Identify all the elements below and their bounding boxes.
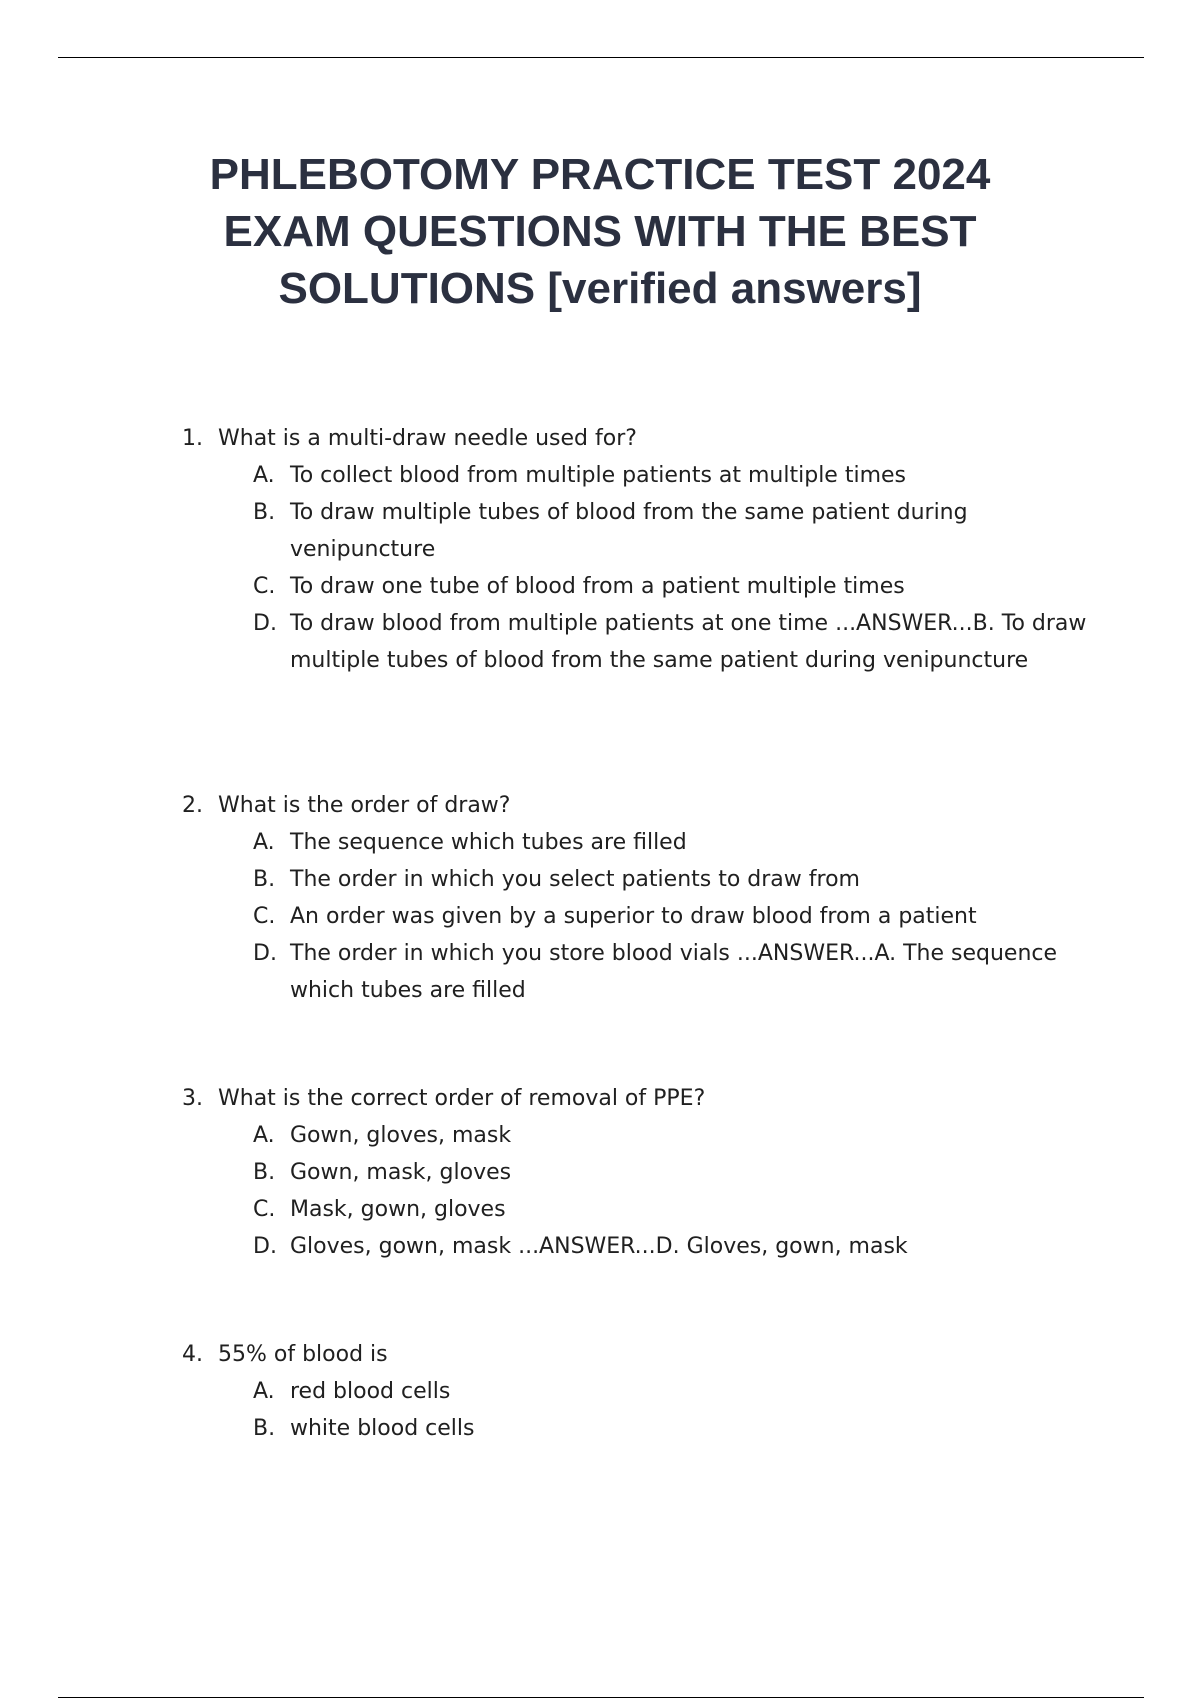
answer-option — [0, 1373, 1100, 1410]
question-number: 4. — [182, 1342, 203, 1367]
option-text: Gown, mask, gloves — [290, 1160, 512, 1185]
answer-option — [0, 898, 1100, 935]
option-text: white blood cells — [290, 1416, 475, 1441]
question-2 — [0, 787, 1200, 1009]
option-letter: D. — [253, 941, 277, 966]
option-letter: D. — [253, 1234, 277, 1259]
answer-option — [0, 568, 1100, 605]
question-stem — [0, 1336, 1118, 1373]
question-text: 55% of blood is — [218, 1342, 388, 1367]
option-letter: A. — [253, 463, 275, 488]
title-line: SOLUTIONS [verified answers] — [278, 264, 922, 313]
option-letter: B. — [253, 867, 276, 892]
title-line: EXAM QUESTIONS WITH THE BEST — [223, 207, 977, 256]
answer-option — [0, 605, 1100, 679]
option-text: Mask, gown, gloves — [290, 1197, 506, 1222]
answer-option — [0, 824, 1100, 861]
option-letter: B. — [253, 1160, 276, 1185]
option-text: Gloves, gown, mask ...ANSWER...D. Gloves, gown, mask — [290, 1234, 908, 1259]
question-stem — [0, 420, 1118, 457]
option-text: To collect blood from multiple patients at multiple times — [290, 463, 906, 488]
answer-option — [0, 1228, 1100, 1265]
answer-option — [0, 494, 1100, 568]
option-text: To draw multiple tubes of blood from the same patient during venipuncture — [290, 500, 968, 562]
option-letter: B. — [253, 1416, 276, 1441]
question-text: What is the correct order of removal of PPE? — [218, 1086, 706, 1111]
question-4 — [0, 1336, 1200, 1447]
answer-option — [0, 1191, 1100, 1228]
answer-option — [0, 1117, 1100, 1154]
option-text: The order in which you select patients to draw from — [290, 867, 860, 892]
answer-option — [0, 1154, 1100, 1191]
question-text: What is a multi-draw needle used for? — [218, 426, 637, 451]
option-text: An order was given by a superior to draw blood from a patient — [290, 904, 977, 929]
question-number: 3. — [182, 1086, 203, 1111]
option-letter: C. — [253, 574, 276, 599]
option-letter: A. — [253, 830, 275, 855]
option-letter: B. — [253, 500, 276, 525]
option-letter: A. — [253, 1379, 275, 1404]
answer-option — [0, 861, 1100, 898]
option-letter: A. — [253, 1123, 275, 1148]
option-letter: C. — [253, 1197, 276, 1222]
bottom-rule — [58, 1697, 1144, 1698]
question-text: What is the order of draw? — [218, 793, 511, 818]
top-rule — [58, 57, 1144, 58]
question-1 — [0, 420, 1200, 679]
answer-option — [0, 457, 1100, 494]
option-text: To draw one tube of blood from a patient multiple times — [290, 574, 905, 599]
question-stem — [0, 787, 1118, 824]
question-number: 1. — [182, 426, 203, 451]
option-text: Gown, gloves, mask — [290, 1123, 512, 1148]
option-letter: D. — [253, 611, 277, 636]
question-stem — [0, 1080, 1118, 1117]
option-letter: C. — [253, 904, 276, 929]
title-line: PHLEBOTOMY PRACTICE TEST 2024 — [209, 150, 991, 199]
option-text: To draw blood from multiple patients at one time ...ANSWER...B. To draw multiple tubes of blood from the same patient during venipuncture — [290, 611, 1087, 673]
answer-option — [0, 935, 1100, 1009]
question-3 — [0, 1080, 1200, 1265]
document-title — [100, 146, 1100, 317]
option-text: red blood cells — [290, 1379, 451, 1404]
question-number: 2. — [182, 793, 203, 818]
answer-option — [0, 1410, 1100, 1447]
option-text: The order in which you store blood vials ...ANSWER...A. The sequence which tubes are filled — [290, 941, 1058, 1003]
option-text: The sequence which tubes are filled — [290, 830, 687, 855]
